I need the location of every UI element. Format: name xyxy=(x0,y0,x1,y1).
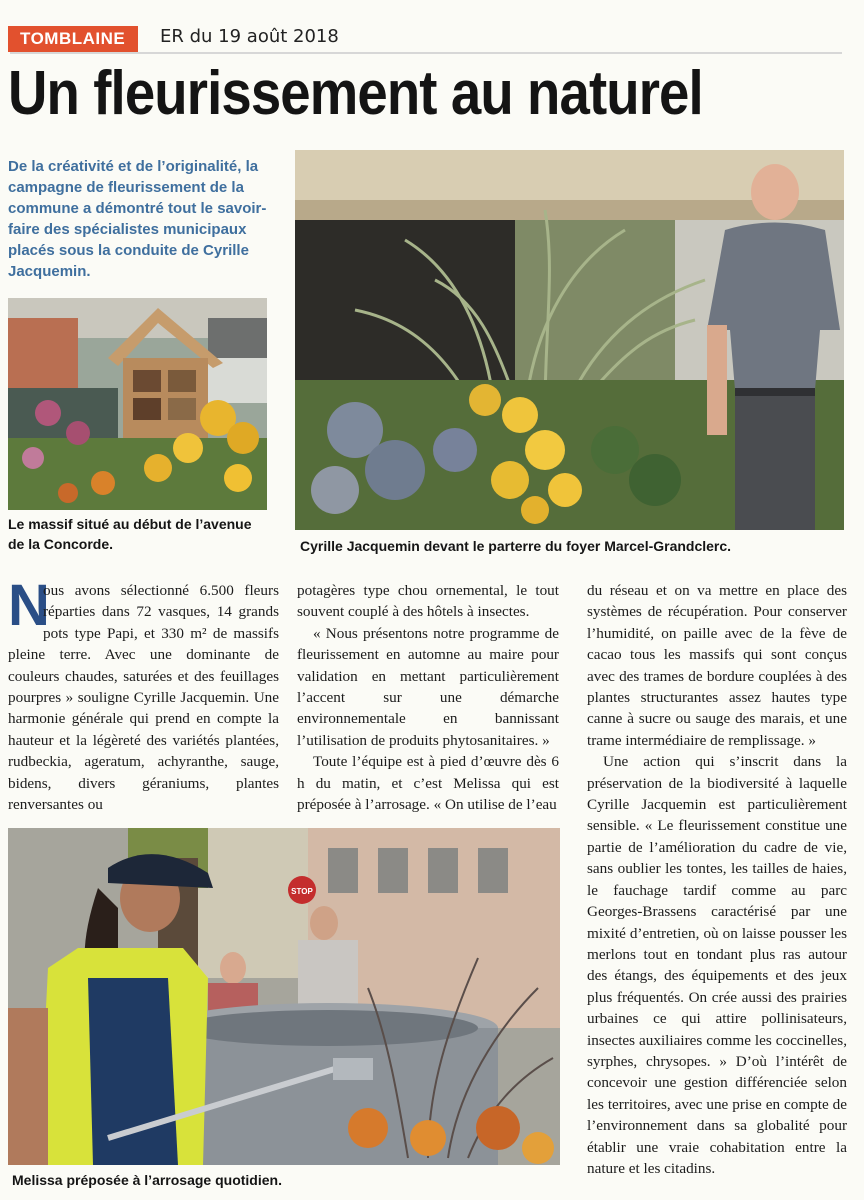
photo-flower-bed-insect-hotel xyxy=(8,298,267,510)
column-3-paragraph-1: du réseau et on va mettre en place des systèmes de récupération. Pour conserver l’humidité, on paille avec de la fève de cacao tous les massifs qui sont conçus avec des trames de bordure couplées à des plantes structurantes assez hautes type canne à sucre ou sauge des marais, et une trame intermédiaire de remplissage. » xyxy=(587,582,847,749)
photo-cyrille-jacquemin xyxy=(295,150,844,530)
dateline: ER du 19 août 2018 xyxy=(160,26,339,47)
stop-sign-text: STOP xyxy=(291,887,313,896)
caption-bottom-photo: Melissa préposée à l’arrosage quotidien. xyxy=(12,1172,282,1188)
caption-main-photo: Cyrille Jacquemin devant le parterre du foyer Marcel-Grandclerc. xyxy=(300,538,732,554)
column-2-paragraph-1: potagères type chou ornemental, le tout souvent couplé à des hôtels à insectes. xyxy=(297,582,559,621)
caption-small-photo: Le massif situé au début de l’avenue de la Concorde. xyxy=(8,516,252,552)
article-lead: De la créativité et de l’originalité, la campagne de fleurissement de la commune a démontré tout le savoir-faire des spécialistes municipaux placés sous la conduite de Cyrille Jacquemin. xyxy=(8,158,267,280)
article-title: Un fleurissement au naturel xyxy=(8,59,703,128)
photo-melissa-watering xyxy=(8,828,560,1165)
article-column-2 xyxy=(297,580,559,812)
article-column-1 xyxy=(8,573,279,814)
article-column-3 xyxy=(587,580,847,1192)
column-3-paragraph-2: Une action qui s’inscrit dans la préservation de la biodiversité à laquelle Cyrille Jacquemin est particulièrement sensible. « Le fleurissement constitue une partie de l’amélioration du cadre de vie, sans oublier les tontes, les tailles de haies, le fauchage tardif comme au parc Georges-Brassens caractérisé par une mixité d’entretien, où on laisse pousser les merlons tout en tondant plus ras autour des étangs, des équipements et des jeux plus fréquentés. On crée aussi des prairies urbaines ce qui attire pollinisateurs, insectes auxiliaires comme les coccinelles, syrphes, chrysopes. » D’où l’intérêt de concevoir une gestion différenciée selon les territoires, avec une prise en compte de l’environnement dans sa globalité pour établir une vraie cohabitation entre la nature et les citadins. xyxy=(587,753,847,1177)
column-1-paragraph xyxy=(8,573,279,815)
column-1-text: ous avons sélectionné 6.500 fleurs réparties dans 72 vasques, 14 grands pots type Papi, et 330 m² de massifs pleine terre. Avec une dominante de couleurs chaudes, saturées et des feuillages pourpres » souligne Cyrille Jacquemin. Une harmonie générale qui prend en compte la hauteur et la légèreté des variétés plantées, rudbeckia, ageratum, achyranthe, sauge, bidens, divers géraniums, plantes renversantes ou xyxy=(8,582,279,814)
section-tag: TOMBLAINE xyxy=(8,26,138,52)
column-2-paragraph-2: « Nous présentons notre programme de fleurissement en automne au maire pour validation en mettant particulièrement l’accent sur une démarche environnementale en bannissant l’utilisation de produits phytosanitaires. » xyxy=(297,624,559,749)
column-2-paragraph-3: Toute l’équipe est à pied d’œuvre dès 6 h du matin, et c’est Melissa qui est préposée à l’arrosage. « On utilise de l’eau xyxy=(297,753,559,814)
drop-cap: N xyxy=(8,573,50,638)
header-bar xyxy=(0,24,864,54)
